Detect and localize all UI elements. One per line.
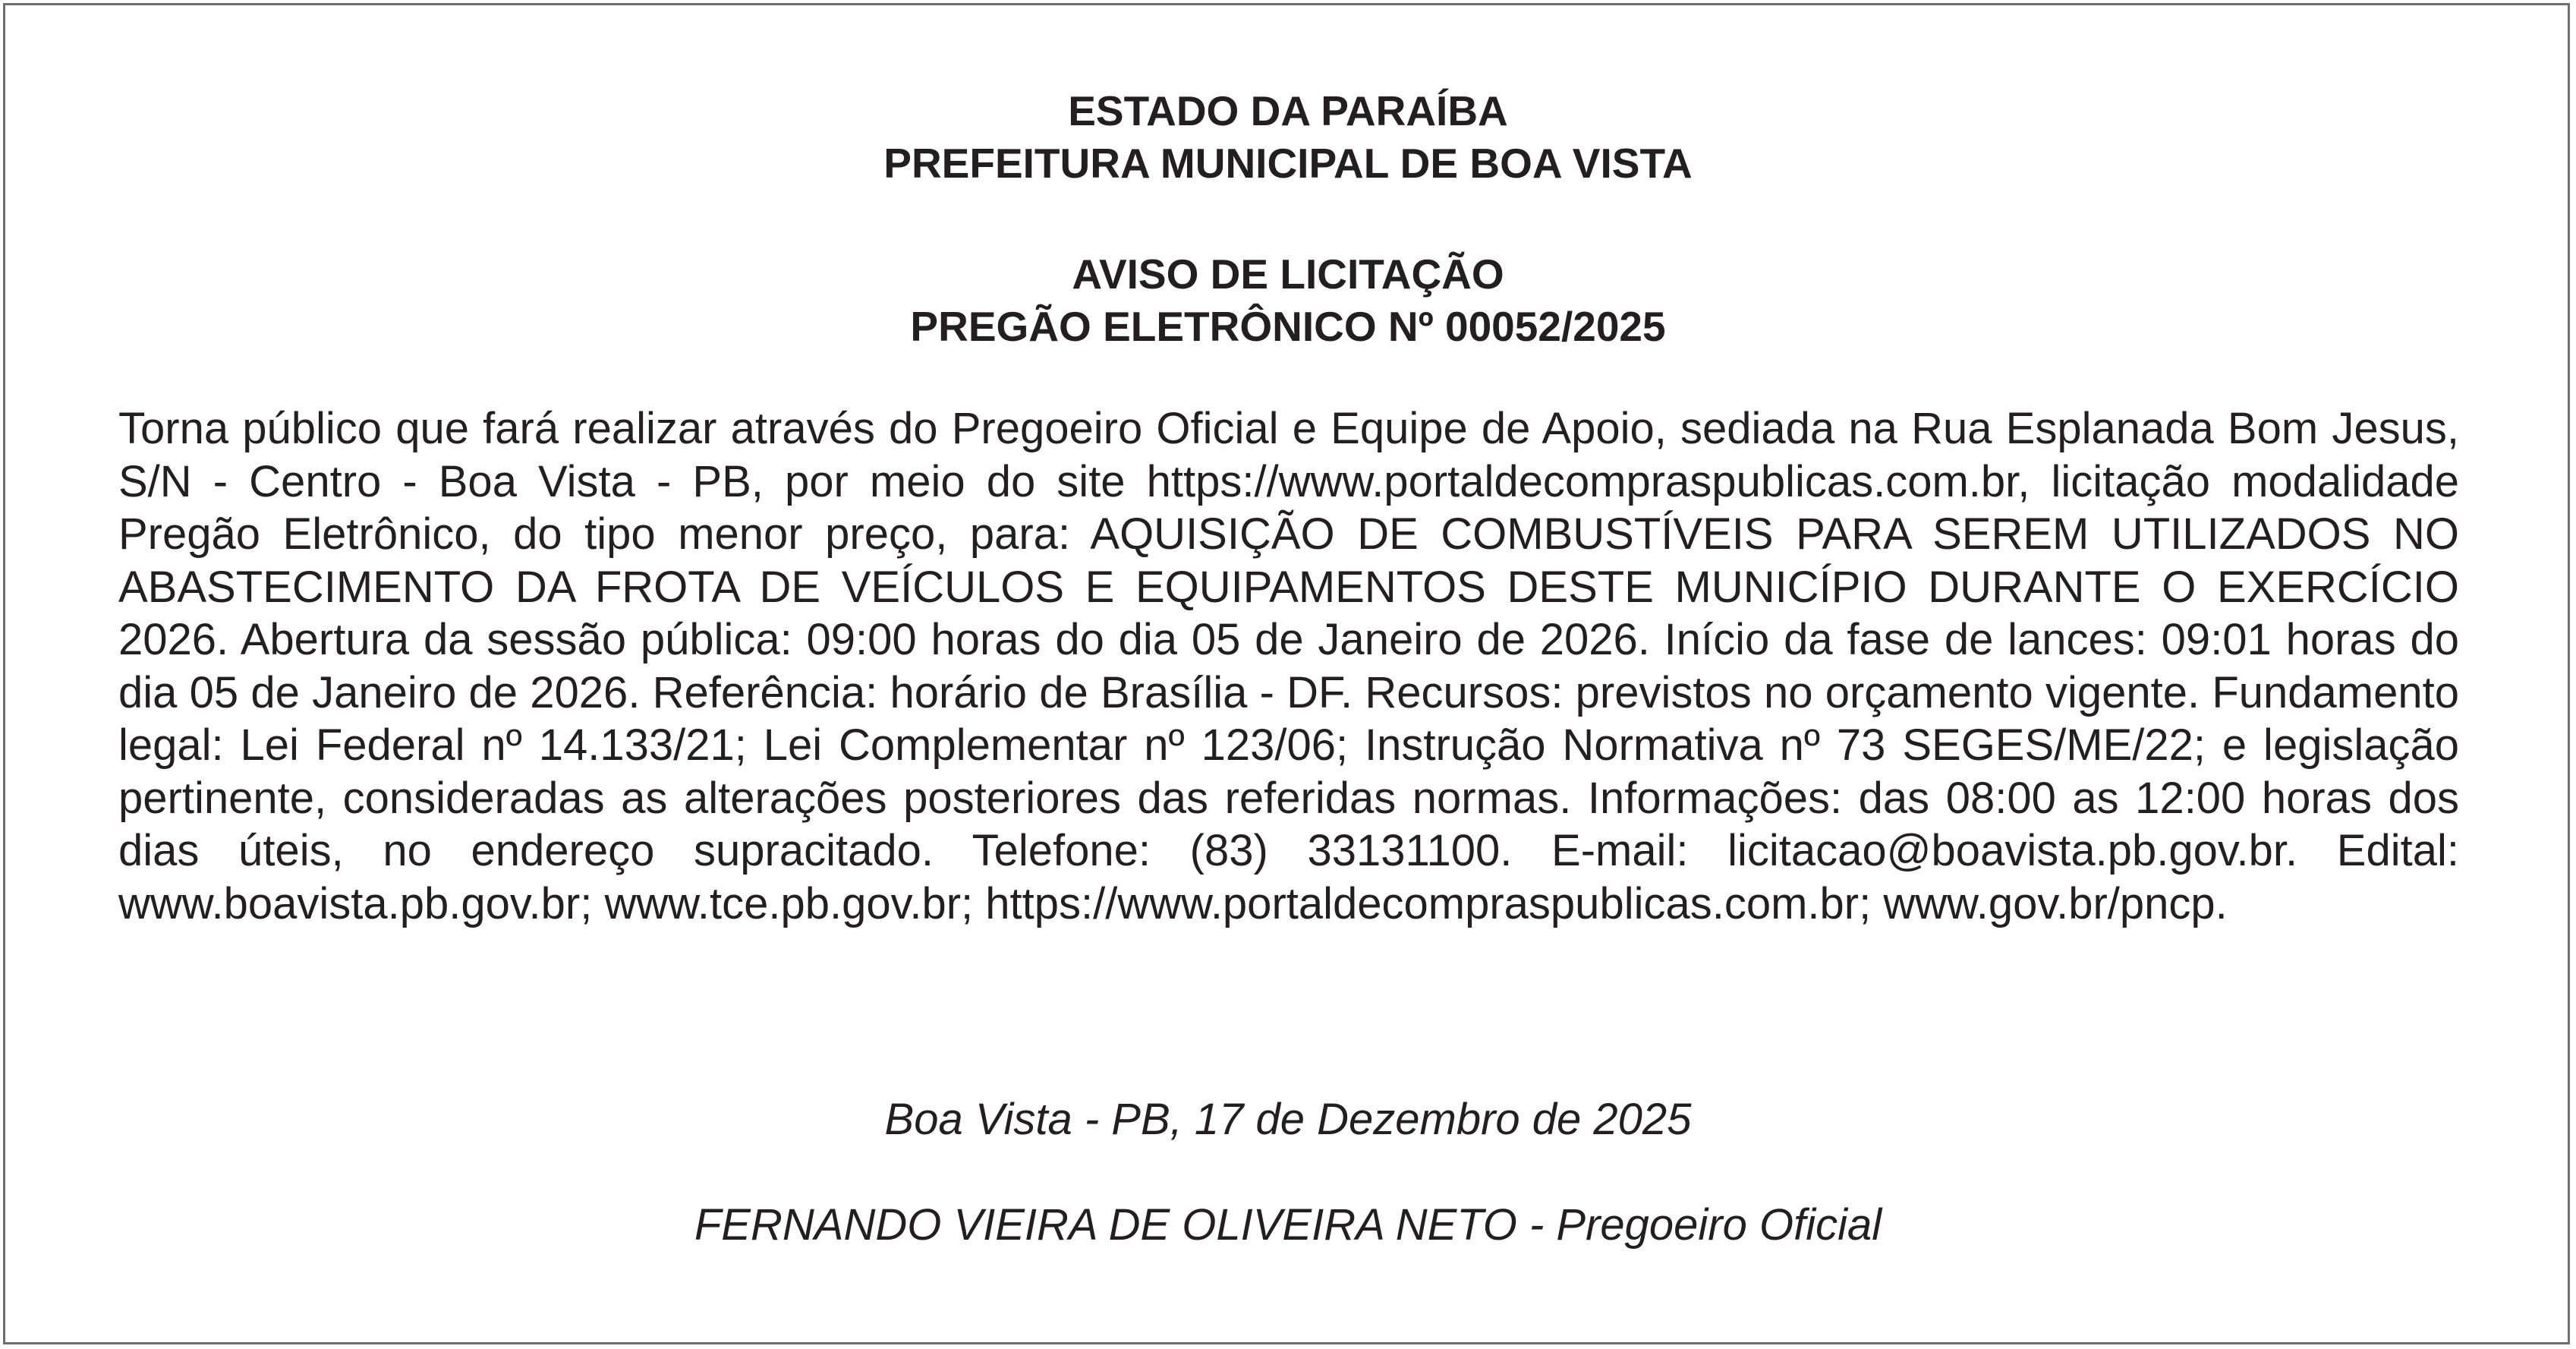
issuer-header (0, 85, 2576, 190)
notice-body: Torna público que fará realizar através do Pregoeiro Oficial e Equipe de Apoio, sediada na Rua Esplanada Bom Jesus, S/N - Centro - Boa Vista - PB, por meio do site https://www.portaldecompraspublicas.com.br, licitação modalidade Pregão Eletrônico, do tipo menor preço, para: AQUISIÇÃO DE COMBUSTÍVEIS PARA SEREM UTILIZADOS NO ABASTECIMENTO DA FROTA DE VEÍCULOS E EQUIPAMENTOS DESTE MUNICÍPIO DURANTE O EXERCÍCIO 2026. Abertura da sessão pública: 09:00 horas do dia 05 de Janeiro de 2026. Início da fase de lances: 09:01 horas do dia 05 de Janeiro de 2026. Referência: horário de Brasília - DF. Recursos: previstos no orçamento vigente. Fundamento legal: Lei Federal nº 14.133/21; Lei Complementar nº 123/06; Instrução Normativa nº 73 SEGES/ME/22; e legislação pertinente, consideradas as alterações posteriores das referidas normas. Informações: das 08:00 as 12:00 horas dos dias úteis, no endereço supracitado. Telefone: (83) 33131100. E-mail: licitacao@boavista.pb.gov.br. Edital: www.boavista.pb.gov.br; www.tce.pb.gov.br; https://www.portaldecompraspublicas.com.br; www.gov.br/pncp. (118, 404, 2459, 928)
municipality-name: PREFEITURA MUNICIPAL DE BOA VISTA (883, 140, 1693, 187)
procurement-number: PREGÃO ELETRÔNICO Nº 00052/2025 (910, 303, 1666, 350)
signer-name: FERNANDO VIEIRA DE OLIVEIRA NETO - Pregoeiro Oficial (694, 1200, 1882, 1250)
notice-type: AVISO DE LICITAÇÃO (1072, 251, 1504, 298)
place-date: Boa Vista - PB, 17 de Dezembro de 2025 (884, 1095, 1692, 1144)
notice-title (0, 248, 2576, 353)
state-name: ESTADO DA PARAÍBA (1068, 87, 1508, 134)
